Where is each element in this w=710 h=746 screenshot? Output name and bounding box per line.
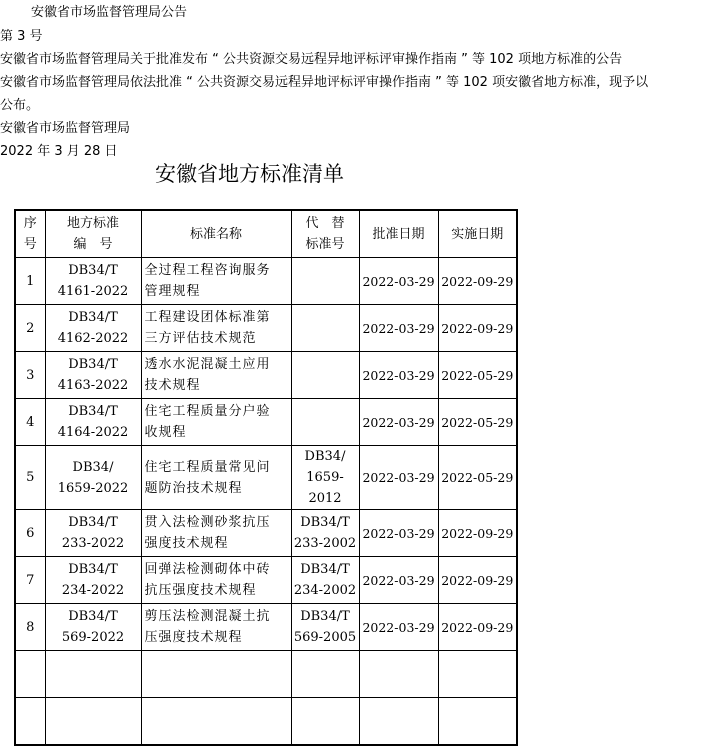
cell-name-l1: 住宅工程质量分户验 <box>144 404 271 419</box>
cell-code-l2: 233-2022 <box>61 536 125 551</box>
cell-name-l1: 工程建设团体标准第 <box>144 310 271 325</box>
cell-seq: 7 <box>15 557 45 604</box>
cell-code-l1: DB34/T <box>68 263 118 278</box>
header-name: 标准名称 <box>141 210 291 258</box>
cell-replace-l1: DB34/T <box>300 609 350 624</box>
cell-name-l1: 剪压法检测混凝土抗 <box>144 609 271 624</box>
header-code <box>45 210 141 258</box>
standards-list-title: 安徽省地方标准清单 <box>155 162 344 186</box>
empty-cell <box>359 651 438 698</box>
cell-seq: 6 <box>15 510 45 557</box>
cell-replace-l1: DB34/ <box>304 449 346 464</box>
announcement-body-cont: 公布。 <box>0 98 40 113</box>
header-seq-l1: 序 <box>23 216 37 231</box>
table-row-empty <box>15 651 517 698</box>
cell-name <box>141 352 291 399</box>
cell-name <box>141 305 291 352</box>
cell-replace <box>291 510 359 557</box>
header-implement-date: 实施日期 <box>438 210 517 258</box>
cell-code-l1: DB34/T <box>68 357 118 372</box>
cell-implement-date: 2022-05-29 <box>438 399 517 446</box>
cell-code-l1: DB34/T <box>68 404 118 419</box>
table-header-row <box>15 210 517 258</box>
header-code-l2: 编 号 <box>73 237 113 252</box>
cell-code-l1: DB34/T <box>68 515 118 530</box>
cell-name <box>141 604 291 651</box>
table-row <box>15 399 517 446</box>
cell-implement-date: 2022-05-29 <box>438 352 517 399</box>
cell-code <box>45 446 141 510</box>
empty-cell <box>15 651 45 698</box>
cell-name <box>141 557 291 604</box>
cell-approve-date: 2022-03-29 <box>359 352 438 399</box>
cell-replace <box>291 305 359 352</box>
cell-name-l1: 全过程工程咨询服务 <box>144 263 271 278</box>
table-row <box>15 604 517 651</box>
cell-name-l1: 贯入法检测砂浆抗压 <box>144 515 271 530</box>
cell-code <box>45 604 141 651</box>
header-approve-date: 批准日期 <box>359 210 438 258</box>
cell-seq: 8 <box>15 604 45 651</box>
cell-name-l2: 三方评估技术规范 <box>144 331 257 346</box>
empty-cell <box>141 651 291 698</box>
header-replace-l1: 代 替 <box>305 216 345 231</box>
cell-seq: 4 <box>15 399 45 446</box>
cell-name-l2: 压强度技术规程 <box>144 630 243 645</box>
cell-name-l2: 收规程 <box>144 425 187 440</box>
standards-table <box>14 209 518 746</box>
cell-implement-date: 2022-09-29 <box>438 258 517 305</box>
cell-code-l1: DB34/T <box>68 562 118 577</box>
cell-code-l1: DB34/T <box>68 310 118 325</box>
announcement-signature: 安徽省市场监督管理局 <box>0 121 131 136</box>
cell-name-l2: 抗压强度技术规程 <box>144 583 257 598</box>
cell-implement-date: 2022-09-29 <box>438 510 517 557</box>
cell-name <box>141 258 291 305</box>
table-row <box>15 557 517 604</box>
cell-replace-l2: 233-2002 <box>293 536 357 551</box>
cell-seq: 5 <box>15 446 45 510</box>
announcement-issuer: 安徽省市场监督管理局公告 <box>31 5 188 20</box>
cell-replace <box>291 352 359 399</box>
cell-replace <box>291 557 359 604</box>
cell-code-l2: 4161-2022 <box>57 284 129 299</box>
cell-seq: 1 <box>15 258 45 305</box>
cell-replace-l2: 1659-2012 <box>306 470 344 506</box>
cell-replace-l2: 569-2005 <box>293 630 357 645</box>
cell-code-l2: 4162-2022 <box>57 331 129 346</box>
cell-replace-l1: DB34/T <box>300 562 350 577</box>
cell-approve-date: 2022-03-29 <box>359 604 438 651</box>
header-replace-l2: 标准号 <box>305 237 345 252</box>
cell-name-l1: 回弹法检测砌体中砖 <box>144 562 271 577</box>
table-row <box>15 258 517 305</box>
cell-code <box>45 258 141 305</box>
header-seq <box>15 210 45 258</box>
cell-code <box>45 352 141 399</box>
cell-code-l2: 234-2022 <box>61 583 125 598</box>
cell-implement-date: 2022-09-29 <box>438 305 517 352</box>
header-seq-l2: 号 <box>23 237 37 252</box>
cell-code-l2: 569-2022 <box>61 630 125 645</box>
cell-approve-date: 2022-03-29 <box>359 258 438 305</box>
table-row <box>15 510 517 557</box>
cell-approve-date: 2022-03-29 <box>359 305 438 352</box>
cell-replace <box>291 258 359 305</box>
cell-code-l2: 1659-2022 <box>57 480 129 496</box>
empty-cell <box>45 651 141 698</box>
cell-name-l2: 强度技术规程 <box>144 536 229 551</box>
cell-name-l2: 管理规程 <box>144 284 201 299</box>
cell-name-l2: 题防治技术规程 <box>144 480 243 496</box>
cell-code <box>45 399 141 446</box>
announcement-body: 安徽省市场监督管理局依法批准 “ 公共资源交易远程异地评标评审操作指南 ” 等 102 项安徽省地方标准，现予以 <box>0 75 649 90</box>
cell-name <box>141 399 291 446</box>
cell-code-l2: 4163-2022 <box>57 378 129 393</box>
announcement-headline: 安徽省市场监督管理局关于批准发布 “ 公共资源交易远程异地评标评审操作指南 ” 等 102 项地方标准的公告 <box>0 52 623 67</box>
header-code-l1: 地方标准 <box>66 216 119 231</box>
cell-implement-date: 2022-05-29 <box>438 446 517 510</box>
announcement-number: 第 3 号 <box>0 29 43 44</box>
empty-cell <box>291 651 359 698</box>
empty-cell <box>438 651 517 698</box>
cell-approve-date: 2022-03-29 <box>359 557 438 604</box>
cell-replace-l1: DB34/T <box>300 515 350 530</box>
cell-name <box>141 446 291 510</box>
cell-seq: 3 <box>15 352 45 399</box>
cell-name-l1: 住宅工程质量常见问 <box>144 459 271 475</box>
cell-name <box>141 510 291 557</box>
cell-code-l1: DB34/T <box>68 609 118 624</box>
cell-approve-date: 2022-03-29 <box>359 399 438 446</box>
cell-replace <box>291 604 359 651</box>
cell-replace <box>291 399 359 446</box>
header-replace <box>291 210 359 258</box>
cell-code-l2: 4164-2022 <box>57 425 129 440</box>
table-row <box>15 446 517 510</box>
announcement-date: 2022 年 3 月 28 日 <box>0 144 118 159</box>
cell-implement-date: 2022-09-29 <box>438 557 517 604</box>
cell-code <box>45 557 141 604</box>
cell-approve-date: 2022-03-29 <box>359 446 438 510</box>
table-row <box>15 305 517 352</box>
cell-replace <box>291 446 359 510</box>
cell-code-l1: DB34/ <box>72 459 114 475</box>
cell-code <box>45 510 141 557</box>
cell-replace-l2: 234-2002 <box>293 583 357 598</box>
cell-seq: 2 <box>15 305 45 352</box>
cell-code <box>45 305 141 352</box>
table-row <box>15 352 517 399</box>
cell-implement-date: 2022-09-29 <box>438 604 517 651</box>
cell-approve-date: 2022-03-29 <box>359 510 438 557</box>
cell-name-l2: 技术规程 <box>144 378 201 393</box>
cell-name-l1: 透水水泥混凝土应用 <box>144 357 271 372</box>
